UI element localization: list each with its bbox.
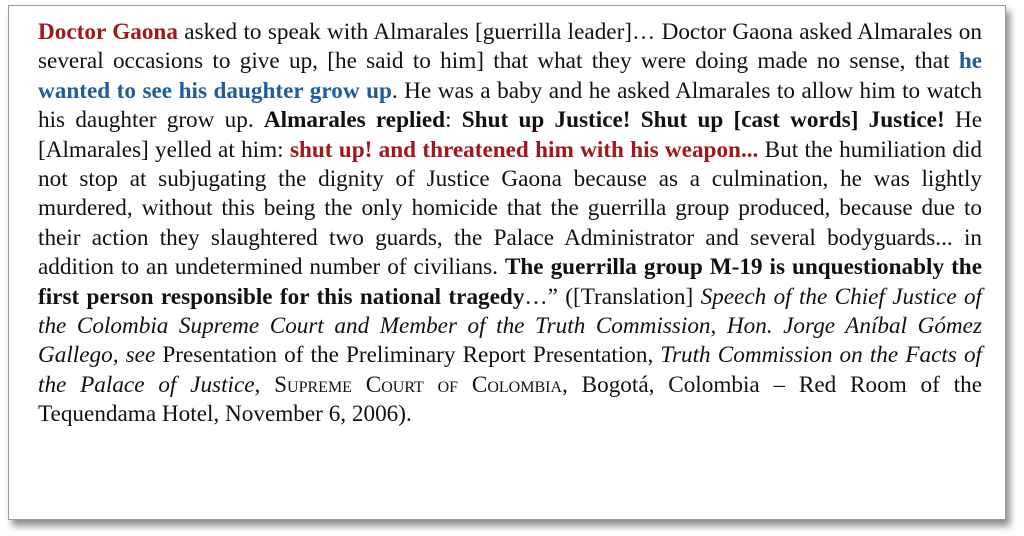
citation-speech: Speech of the Chief Justice of the Colombia Supreme Court and Member of the Truth Commission, Hon. Jorge Aníbal Gómez Gallego, see	[38, 283, 982, 369]
bold-shut-up: Shut up Justice! Shut up [cast words] Justice!	[461, 107, 945, 134]
quote-text: He [Almarales] yelled at him:	[38, 107, 982, 163]
quote-text: But the humiliation did not stop at subjugating the dignity of Justice Gaona because as a culmination, he was lightly murdered, without this being the only homicide that the guerrilla group produced, because due to their action they slaughtered two guards, the Palace Administrator and several bodyguards... in addition to an undetermined number of civilians.	[38, 136, 983, 281]
citation-comma: ,	[254, 371, 275, 398]
bold-m19-statement: The guerrilla group M-19 is unquestionably the first person responsible for this national tragedy	[38, 254, 982, 310]
citation-commission: Truth Commission on the Facts of the Palace of Justice	[38, 342, 982, 398]
citation-court: Supreme Court of Colombia	[274, 371, 563, 398]
quote-paragraph	[38, 18, 982, 430]
quote-text: …” ([Translation]	[524, 283, 701, 310]
highlight-threat: shut up! and threatened him with his weapon...	[289, 136, 759, 163]
speaker-name: Doctor Gaona	[38, 19, 178, 45]
citation-presentation: Presentation of the Preliminary Report Presentation,	[155, 342, 661, 369]
quote-text: :	[445, 107, 462, 134]
quote-box	[8, 5, 1006, 520]
quote-text: asked to speak with Almarales [guerrilla leader]… Doctor Gaona asked Almarales on several occasions to give up, [he said to him] that what they were doing made no sense, that	[38, 19, 982, 75]
citation-tail: , Bogotá, Colombia – Red Room of the Tequendama Hotel, November 6, 2006).	[38, 371, 983, 428]
highlight-daughter: he wanted to see his daughter grow up	[38, 48, 982, 104]
bold-replied: Almarales replied	[263, 107, 446, 134]
quote-text: . He was a baby and he asked Almarales to allow him to watch his daughter grow up.	[38, 77, 982, 134]
